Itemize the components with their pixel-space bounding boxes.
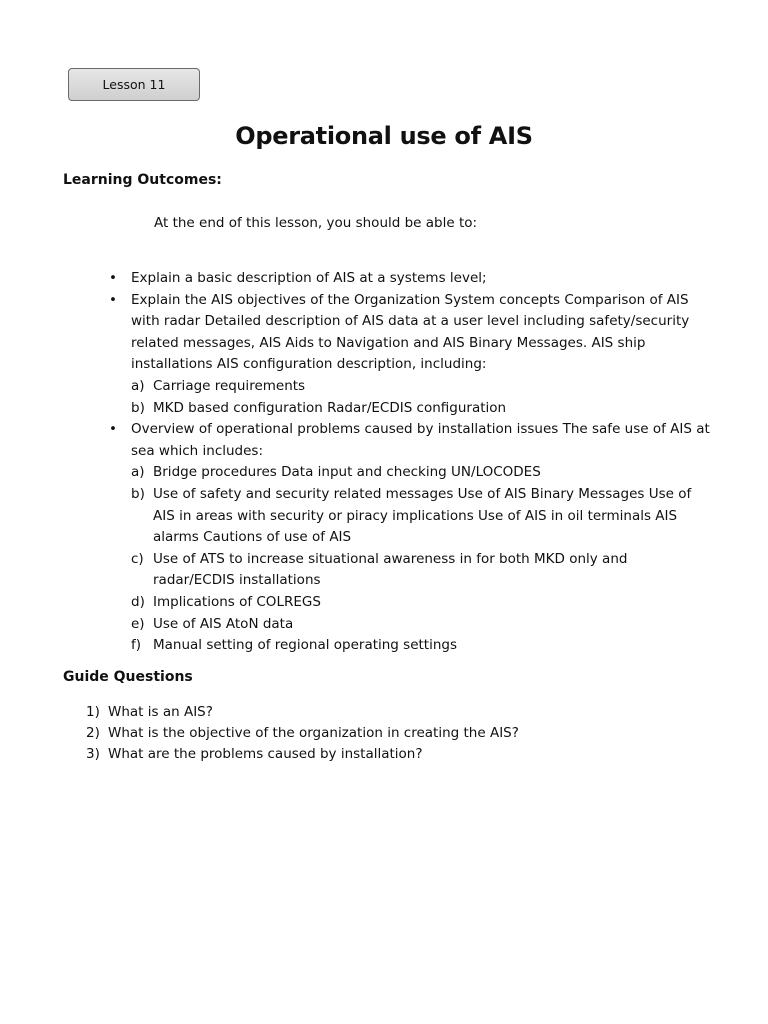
- outcome-text: Overview of operational problems caused by installation issues The safe use of AIS at sea which includes:: [131, 421, 710, 459]
- lesson-label-box: [68, 68, 200, 101]
- sublist-item: [131, 376, 711, 398]
- question-item: [86, 744, 519, 765]
- sublist-text: Manual setting of regional operating settings: [153, 637, 458, 654]
- question-marker: 2): [86, 725, 100, 741]
- sublist-text: Use of AIS AtoN data: [153, 615, 294, 632]
- sublist-text: Implications of COLREGS: [153, 593, 321, 610]
- guide-questions-heading: Guide Questions: [63, 669, 193, 685]
- sublist-item: [131, 462, 711, 484]
- learning-outcomes-intro: At the end of this lesson, you should be able to:: [154, 215, 478, 231]
- sublist-text: Use of ATS to increase situational awareness in for both MKD only and radar/ECDIS installations: [153, 550, 628, 589]
- question-marker: 1): [86, 704, 100, 720]
- outcome-item: [131, 268, 711, 290]
- outcome-sublist: [131, 462, 711, 656]
- learning-outcomes-list: [131, 268, 711, 657]
- page-title: Operational use of AIS: [235, 122, 533, 150]
- sublist-text: Use of safety and security related messages Use of AIS Binary Messages Use of AIS in areas with security or piracy implications Use of AIS in oil terminals AIS alarms Cautions of use of AIS: [153, 485, 692, 546]
- sublist-item: [131, 549, 711, 592]
- lesson-label: Lesson 11: [102, 77, 166, 92]
- question-text: What are the problems caused by installation?: [108, 746, 423, 762]
- outcome-item: [131, 419, 711, 657]
- sublist-marker: a): [131, 464, 145, 481]
- outcome-item: [131, 290, 711, 420]
- sublist-marker: a): [131, 377, 145, 394]
- outcome-text: Explain a basic description of AIS at a systems level;: [131, 270, 487, 286]
- sublist-item: [131, 614, 711, 636]
- sublist-item: [131, 484, 711, 549]
- sublist-text: MKD based configuration Radar/ECDIS configuration: [153, 399, 507, 416]
- guide-questions-list: [86, 702, 519, 765]
- sublist-marker: d): [131, 593, 145, 610]
- sublist-marker: b): [131, 399, 145, 416]
- sublist-item: [131, 635, 711, 657]
- outcome-sublist: [131, 376, 711, 419]
- question-marker: 3): [86, 746, 100, 762]
- sublist-item: [131, 592, 711, 614]
- question-item: [86, 723, 519, 744]
- sublist-marker: e): [131, 615, 145, 632]
- question-text: What is the objective of the organization in creating the AIS?: [108, 725, 519, 741]
- sublist-text: Carriage requirements: [153, 377, 306, 394]
- sublist-marker: b): [131, 485, 145, 502]
- question-item: [86, 702, 519, 723]
- sublist-item: [131, 398, 711, 420]
- question-text: What is an AIS?: [108, 704, 213, 720]
- learning-outcomes-heading: Learning Outcomes:: [63, 172, 222, 188]
- sublist-marker: c): [131, 550, 144, 567]
- sublist-text: Bridge procedures Data input and checking UN/LOCODES: [153, 464, 541, 481]
- sublist-marker: f): [131, 637, 142, 654]
- outcome-text: Explain the AIS objectives of the Organization System concepts Comparison of AIS with radar Detailed description of AIS data at a user level including safety/security related messages, AIS Aids to Navigation and AIS Binary Messages. AIS ship installations AIS configuration description, including:: [131, 291, 690, 373]
